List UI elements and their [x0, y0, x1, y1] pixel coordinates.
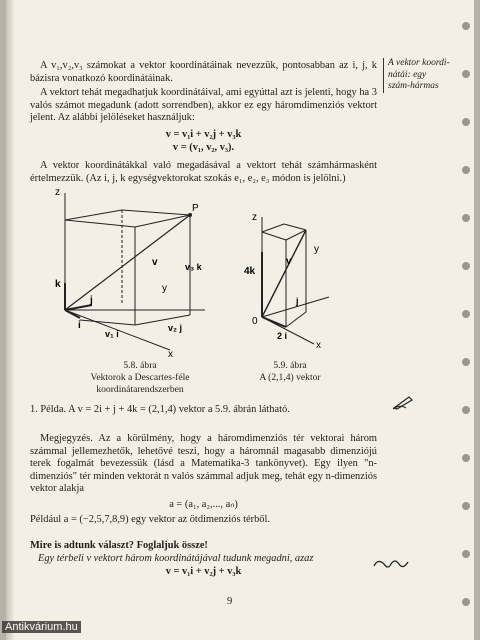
example-1: 1. Példa. A v = 2i + j + 4k = (2,1,4) vektor a 5.9. ábrán látható.: [30, 404, 290, 415]
label-v2j: v₂ j: [168, 323, 183, 333]
figure-5-8-number: 5.8. ábra: [123, 360, 157, 371]
figure-5-8-diagram: [50, 185, 210, 360]
label-4k: 4k: [244, 266, 256, 277]
axis-label-x: x: [316, 340, 321, 351]
paragraph-vector-by-coordinates: A vektort tehát megadhatjuk koordinátáival, ami egyúttal azt is jelenti, hogy ha 3 valós számot megadunk (adott sorrendben), akkor ez egy háromdimenziós vektort jelent. Az alábbi jelöléseket használjuk:: [30, 87, 377, 124]
label-2i: 2 i: [277, 331, 288, 341]
watermark: Antikvárium.hu: [2, 621, 81, 633]
margin-note: A vektor koordi-nátái: egy szám-hármas: [383, 58, 450, 93]
binding-holes: [460, 0, 470, 640]
vector-label-v: v: [286, 256, 292, 267]
figure-5-9-caption-line1: A (2,1,4) vektor: [259, 372, 321, 383]
summary-text: Egy térbeli v vektort három koordinátájával tudunk megadni, azaz: [38, 553, 314, 564]
origin-label: 0: [252, 316, 258, 327]
unit-label-j: j: [90, 295, 93, 306]
label-v1i: v₁ i: [105, 329, 119, 339]
page-number: 9: [227, 596, 233, 607]
paragraph-coordinates-def: A v₁,v₂,v₃ számokat a vektor koordinátáinak nevezzük, pontosabban az i, j, k bázisra vonatkozó koordinátáinak.: [30, 60, 377, 84]
figure-5-9-number: 5.9. ábra: [273, 360, 307, 371]
figure-5-8-caption-line1: Vektorok a Descartes-féle: [90, 372, 190, 383]
equation-summary: v = v₁i + v₂j + v₃k: [165, 566, 242, 577]
glasses-icon: [372, 556, 410, 572]
example-5dim: Például a = (−2,5,7,8,9) egy vektor az ötdimenziós térből.: [30, 514, 270, 525]
axis-label-x: x: [168, 349, 173, 360]
label-v3k: v₃ k: [185, 262, 202, 272]
unit-label-j: j: [296, 296, 299, 306]
unit-label-i: i: [78, 320, 81, 331]
figure-5-8-caption-line2: koordinátarendszerben: [96, 384, 184, 395]
axis-label-z: z: [252, 212, 257, 223]
equation-v-sum: v = v₁i + v₂j + v₃k: [165, 129, 242, 140]
vector-label-v: v: [152, 257, 158, 268]
figure-5-9-diagram: [244, 212, 334, 352]
unit-label-k: k: [55, 279, 61, 290]
axis-label-y: y: [162, 283, 167, 294]
equation-n-dim: a = (a₁, a₂,..., aₙ): [169, 499, 238, 510]
pencil-icon: [392, 394, 414, 410]
axis-label-z: z: [55, 187, 60, 198]
paragraph-triple-interpretation: A vektor koordinátákkal való megadásával a vektort tehát számhármasként értelmezzük. (Az i, j, k egységvektorokat szokás e₁, e₂, e₃ módon is jelölni.): [30, 160, 377, 184]
page-spine-shadow: [6, 0, 14, 640]
paragraph-note: Megjegyzés. Az a körülmény, hogy a háromdimenziós tér vektorai három számmal jellemezhetők, lehetővé teszi, hogy a háromnál magasabb dimenziójú terek fogalmát bevezessük (lásd a Matematika-3 tankönyvet). Egy ilyen "n-dimenziós" tér minden vektorát n valós számmal adjuk meg, tehát egy n-dimenziós vektor alakja: [30, 433, 377, 495]
equation-v-tuple: v = (v₁, v₂, v₃).: [172, 142, 235, 153]
point-label-P: P: [192, 203, 199, 214]
summary-title: Mire is adtunk választ? Foglaljuk össze!: [30, 540, 208, 551]
axis-label-y: y: [314, 244, 319, 255]
